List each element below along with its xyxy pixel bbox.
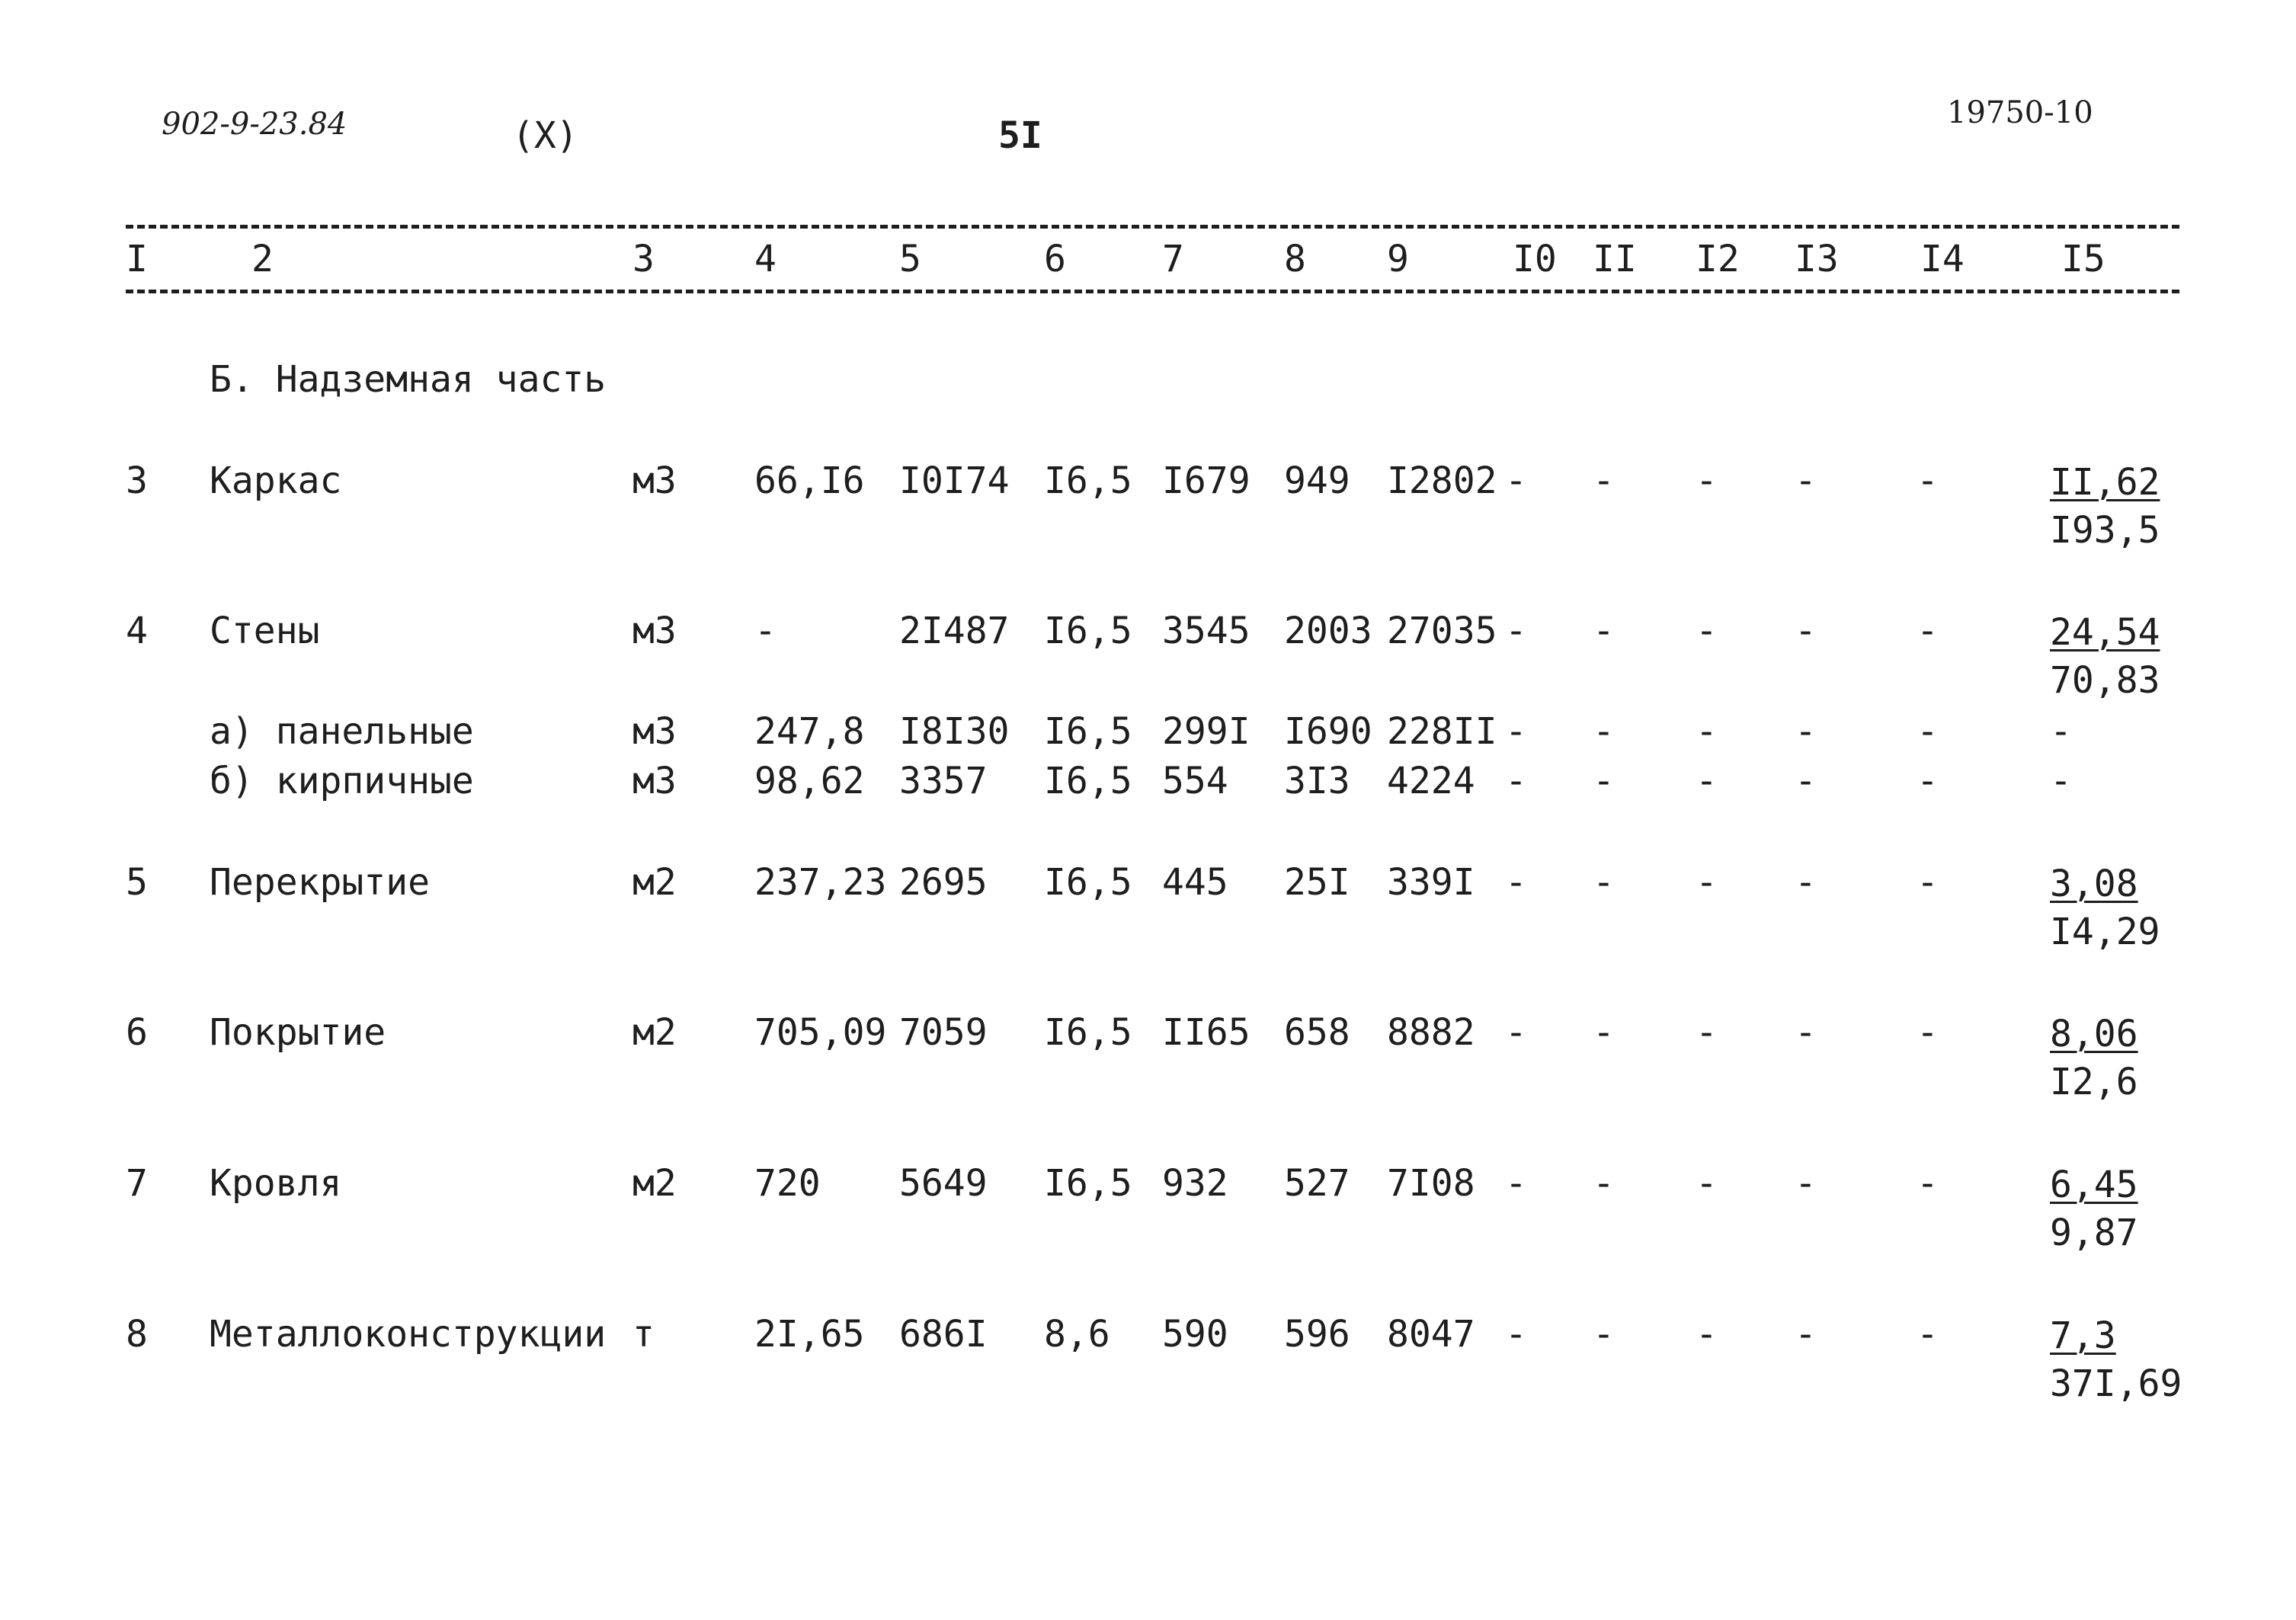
cell-c9: 228II bbox=[1387, 710, 1497, 753]
cell-c7: I679 bbox=[1162, 459, 1250, 502]
cell-c14: - bbox=[1917, 1162, 1939, 1205]
cell-c13: - bbox=[1795, 760, 1817, 802]
cell-c15-numerator: 6,45 bbox=[2050, 1164, 2138, 1206]
cell-unit: м3 bbox=[632, 459, 677, 502]
cell-c14: - bbox=[1917, 861, 1939, 904]
document-code: 902-9-23.84 bbox=[162, 107, 347, 142]
cell-c4: 98,62 bbox=[754, 760, 865, 802]
column-header-1: I bbox=[126, 238, 148, 280]
cell-c13: - bbox=[1795, 1313, 1817, 1356]
cell-c11: - bbox=[1593, 1313, 1615, 1356]
cell-c12: - bbox=[1696, 1162, 1718, 1205]
cell-c12: - bbox=[1696, 1313, 1718, 1356]
cell-unit: м2 bbox=[632, 1162, 677, 1205]
cell-unit: м3 bbox=[632, 760, 677, 802]
cell-c9: 7I08 bbox=[1387, 1162, 1475, 1205]
cell-c13: - bbox=[1795, 1162, 1817, 1205]
column-header-5: 5 bbox=[899, 238, 921, 280]
cell-c6: I6,5 bbox=[1044, 710, 1132, 753]
header-bottom-rule bbox=[126, 290, 2179, 293]
cell-c12: - bbox=[1696, 610, 1718, 652]
cell-c13: - bbox=[1795, 861, 1817, 904]
cell-c8: I690 bbox=[1284, 710, 1372, 753]
cell-c10: - bbox=[1505, 1011, 1527, 1054]
cell-c6: I6,5 bbox=[1044, 459, 1132, 502]
cell-unit: м2 bbox=[632, 861, 677, 904]
cell-c4: 705,09 bbox=[754, 1011, 887, 1054]
page-number: 5I bbox=[998, 114, 1042, 157]
cell-name: Каркас bbox=[210, 459, 342, 502]
cell-c9: I2802 bbox=[1387, 459, 1497, 502]
cell-unit: т bbox=[632, 1313, 655, 1356]
cell-c6: I6,5 bbox=[1044, 1162, 1132, 1205]
cell-c12: - bbox=[1696, 710, 1718, 753]
cell-c14: - bbox=[1917, 710, 1939, 753]
cell-c7: 932 bbox=[1162, 1162, 1228, 1205]
cell-c10: - bbox=[1505, 710, 1527, 753]
column-header-13: I3 bbox=[1795, 238, 1839, 280]
cell-unit: м3 bbox=[632, 710, 677, 753]
cell-n: 4 bbox=[126, 610, 148, 652]
cell-c15-numerator: II,62 bbox=[2050, 461, 2160, 504]
cell-c12: - bbox=[1696, 760, 1718, 802]
cell-c10: - bbox=[1505, 1313, 1527, 1356]
cell-n: 3 bbox=[126, 459, 148, 502]
cell-n: 7 bbox=[126, 1162, 148, 1205]
cell-c11: - bbox=[1593, 1011, 1615, 1054]
column-header-6: 6 bbox=[1044, 238, 1066, 280]
cell-c10: - bbox=[1505, 760, 1527, 802]
cell-c13: - bbox=[1795, 610, 1817, 652]
cell-c9: 8882 bbox=[1387, 1011, 1475, 1054]
column-header-9: 9 bbox=[1387, 238, 1409, 280]
cell-c5: 7059 bbox=[899, 1011, 988, 1054]
cell-n: 6 bbox=[126, 1011, 148, 1054]
cell-c5: 3357 bbox=[899, 760, 988, 802]
cell-c10: - bbox=[1505, 459, 1527, 502]
cell-c9: 27035 bbox=[1387, 610, 1497, 652]
stamp-number: 19750-10 bbox=[1947, 95, 2093, 130]
cell-c15-numerator: 24,54 bbox=[2050, 611, 2160, 654]
cell-c13: - bbox=[1795, 710, 1817, 753]
column-header-14: I4 bbox=[1920, 238, 1965, 280]
cell-c11: - bbox=[1593, 610, 1615, 652]
cell-c7: 590 bbox=[1162, 1313, 1228, 1356]
cell-c8: 2003 bbox=[1284, 610, 1372, 652]
cell-c6: I6,5 bbox=[1044, 760, 1132, 802]
marker-label: (X) bbox=[512, 114, 578, 157]
cell-c4: 720 bbox=[754, 1162, 821, 1205]
cell-c8: 596 bbox=[1284, 1313, 1350, 1356]
column-header-11: II bbox=[1593, 238, 1637, 280]
cell-c15-denominator: I2,6 bbox=[2050, 1061, 2138, 1103]
cell-name: б) кирпичные bbox=[210, 760, 474, 802]
cell-c6: I6,5 bbox=[1044, 861, 1132, 904]
cell-c5: I0I74 bbox=[899, 459, 1010, 502]
cell-c14: - bbox=[1917, 1011, 1939, 1054]
column-header-2: 2 bbox=[251, 238, 274, 280]
cell-c8: 3I3 bbox=[1284, 760, 1350, 802]
cell-c8: 658 bbox=[1284, 1011, 1350, 1054]
cell-c6: I6,5 bbox=[1044, 1011, 1132, 1054]
cell-c10: - bbox=[1505, 1162, 1527, 1205]
cell-c4: - bbox=[754, 610, 777, 652]
cell-c5: 5649 bbox=[899, 1162, 988, 1205]
header-top-rule bbox=[126, 225, 2179, 229]
cell-c15-denominator: 9,87 bbox=[2050, 1212, 2138, 1254]
column-header-12: I2 bbox=[1696, 238, 1740, 280]
column-header-7: 7 bbox=[1162, 238, 1184, 280]
cell-c7: II65 bbox=[1162, 1011, 1250, 1054]
cell-c14: - bbox=[1917, 1313, 1939, 1356]
cell-c15-numerator: 8,06 bbox=[2050, 1013, 2138, 1055]
cell-c14: - bbox=[1917, 760, 1939, 802]
cell-name: Кровля bbox=[210, 1162, 342, 1205]
cell-unit: м2 bbox=[632, 1011, 677, 1054]
cell-c11: - bbox=[1593, 861, 1615, 904]
cell-name: Металлоконструкции bbox=[210, 1313, 607, 1356]
cell-n: 5 bbox=[126, 861, 148, 904]
cell-name: а) панельные bbox=[210, 710, 474, 753]
cell-c8: 25I bbox=[1284, 861, 1350, 904]
cell-name: Покрытие bbox=[210, 1011, 386, 1054]
cell-c13: - bbox=[1795, 459, 1817, 502]
column-header-4: 4 bbox=[754, 238, 777, 280]
cell-c15-denominator: 37I,69 bbox=[2050, 1362, 2182, 1405]
cell-c12: - bbox=[1696, 861, 1718, 904]
cell-c11: - bbox=[1593, 459, 1615, 502]
cell-c4: 66,I6 bbox=[754, 459, 865, 502]
column-header-8: 8 bbox=[1284, 238, 1306, 280]
cell-c4: 247,8 bbox=[754, 710, 865, 753]
cell-c12: - bbox=[1696, 459, 1718, 502]
cell-unit: м3 bbox=[632, 610, 677, 652]
cell-c9: 339I bbox=[1387, 861, 1475, 904]
column-header-15: I5 bbox=[2061, 238, 2105, 280]
cell-c4: 2I,65 bbox=[754, 1313, 865, 1356]
cell-c15: - bbox=[2050, 710, 2072, 753]
cell-c7: 445 bbox=[1162, 861, 1228, 904]
cell-c5: 2I487 bbox=[899, 610, 1010, 652]
cell-c11: - bbox=[1593, 1162, 1615, 1205]
cell-c8: 949 bbox=[1284, 459, 1350, 502]
cell-c8: 527 bbox=[1284, 1162, 1350, 1205]
cell-c13: - bbox=[1795, 1011, 1817, 1054]
cell-c15-denominator: I4,29 bbox=[2050, 911, 2160, 953]
cell-c9: 8047 bbox=[1387, 1313, 1475, 1356]
cell-c5: 686I bbox=[899, 1313, 988, 1356]
cell-c7: 3545 bbox=[1162, 610, 1250, 652]
cell-c9: 4224 bbox=[1387, 760, 1475, 802]
cell-c5: I8I30 bbox=[899, 710, 1010, 753]
cell-c5: 2695 bbox=[899, 861, 988, 904]
cell-c15: - bbox=[2050, 760, 2072, 802]
cell-name: Перекрытие bbox=[210, 861, 430, 904]
column-header-3: 3 bbox=[632, 238, 655, 280]
cell-c7: 299I bbox=[1162, 710, 1250, 753]
cell-c6: 8,6 bbox=[1044, 1313, 1110, 1356]
cell-n: 8 bbox=[126, 1313, 148, 1356]
column-header-10: I0 bbox=[1513, 238, 1557, 280]
cell-c14: - bbox=[1917, 459, 1939, 502]
cell-c11: - bbox=[1593, 760, 1615, 802]
cell-c7: 554 bbox=[1162, 760, 1228, 802]
cell-c15-numerator: 7,3 bbox=[2050, 1314, 2116, 1357]
cell-c6: I6,5 bbox=[1044, 610, 1132, 652]
cell-c10: - bbox=[1505, 610, 1527, 652]
cell-name: Стены bbox=[210, 610, 320, 652]
section-title: Б. Надземная часть bbox=[210, 358, 607, 401]
cell-c12: - bbox=[1696, 1011, 1718, 1054]
cell-c10: - bbox=[1505, 861, 1527, 904]
cell-c4: 237,23 bbox=[754, 861, 887, 904]
cell-c11: - bbox=[1593, 710, 1615, 753]
cell-c15-denominator: I93,5 bbox=[2050, 509, 2160, 552]
cell-c14: - bbox=[1917, 610, 1939, 652]
cell-c15-denominator: 70,83 bbox=[2050, 659, 2160, 702]
cell-c15-numerator: 3,08 bbox=[2050, 863, 2138, 905]
